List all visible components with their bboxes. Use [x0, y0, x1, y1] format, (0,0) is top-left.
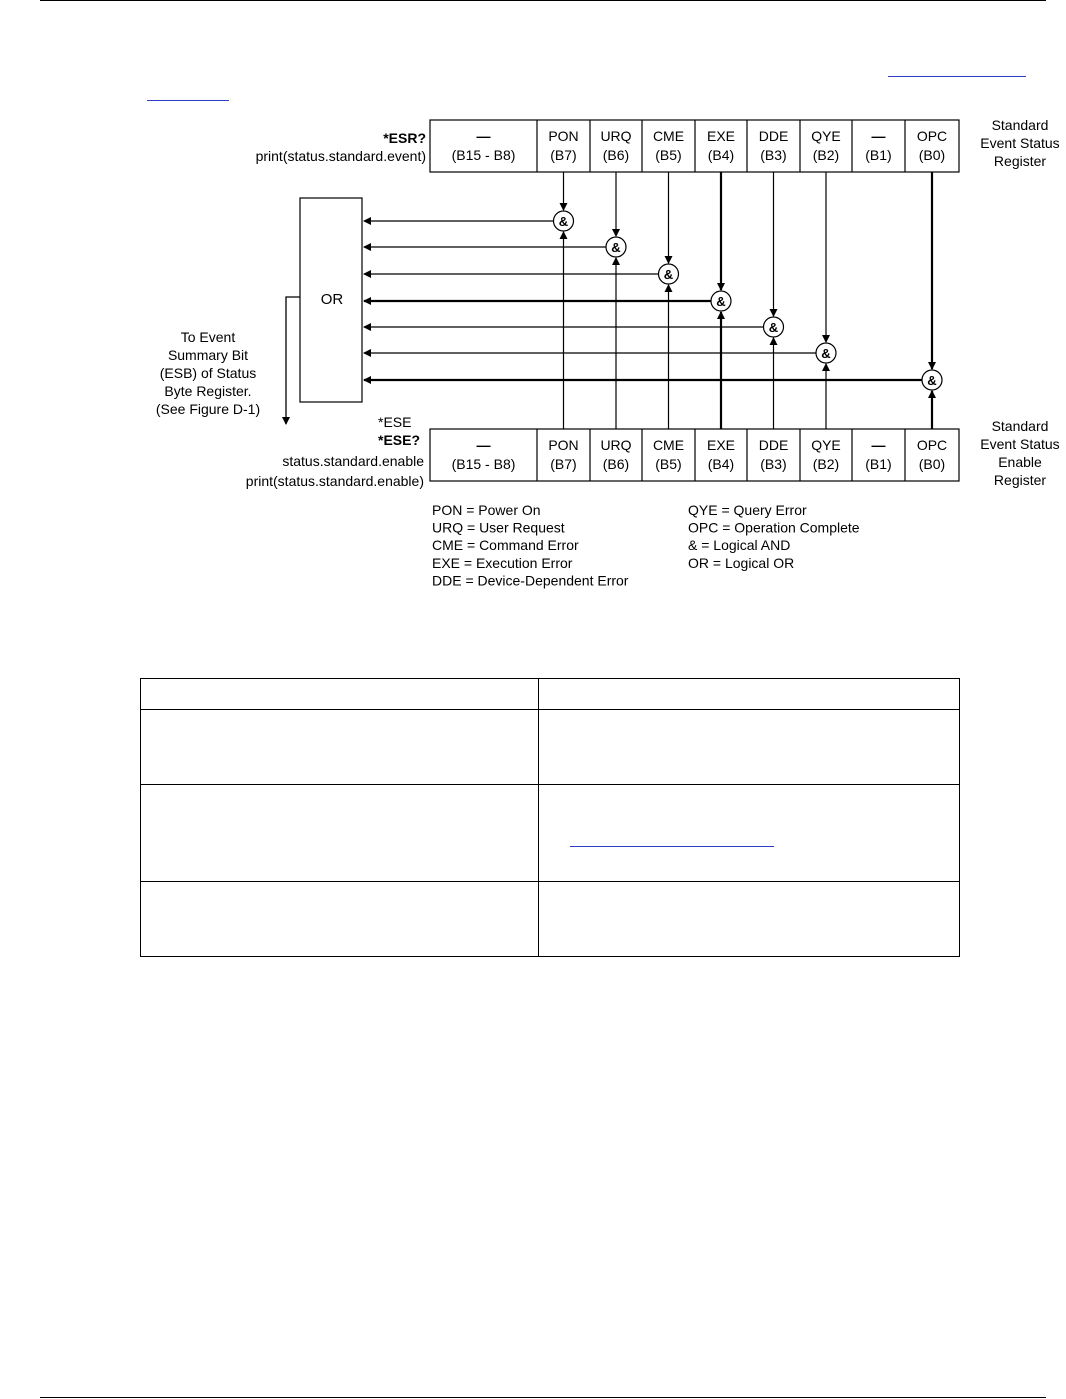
event-register-bit-name: —	[871, 128, 886, 144]
event-register-bit-number: (B3)	[760, 147, 787, 163]
enable-attr-label: status.standard.enable	[282, 453, 424, 469]
event-register-title	[980, 117, 1059, 169]
event-register-bit-number: (B15 - B8)	[451, 147, 516, 163]
enable-register-bit-number: (B1)	[865, 456, 892, 472]
enable-register-title-line: Register	[993, 472, 1047, 488]
esr-print-label: print(status.standard.event)	[255, 148, 426, 164]
esb-note-line: (ESB) of Status	[159, 365, 257, 381]
event-register-bit-name: —	[476, 128, 491, 144]
event-register-bit-number: (B6)	[602, 147, 630, 163]
event-register-bit-name: OPC	[916, 128, 948, 144]
and-gate-symbol: &	[768, 320, 779, 335]
and-gate-symbol: &	[927, 373, 937, 388]
enable-register-bit-name: URQ	[600, 437, 632, 453]
esb-note-line: Summary Bit	[167, 347, 249, 363]
event-register-title-line: Event Status	[980, 135, 1060, 151]
ese-query-label: *ESE?	[378, 432, 421, 448]
legend-item: PON = Power On	[432, 502, 541, 518]
enable-register-bit-name: PON	[548, 437, 579, 453]
legend-item: DDE = Device-Dependent Error	[432, 572, 629, 589]
legend-right	[688, 502, 860, 571]
enable-register-bit-name: —	[871, 437, 886, 453]
and-gate-symbol: &	[663, 267, 674, 282]
legend-item: URQ = User Request	[432, 519, 565, 536]
esb-note	[156, 329, 260, 417]
legend-left	[432, 502, 629, 588]
event-register-bit-name: QYE	[811, 128, 841, 144]
event-register-bit-name: PON	[548, 128, 579, 144]
or-gate-label: OR	[320, 291, 344, 308]
enable-register-bit-name: EXE	[706, 437, 736, 453]
enable-register-bit-number: (B2)	[812, 456, 840, 472]
event-register-bit-name: DDE	[758, 128, 789, 144]
enable-print-label: print(status.standard.enable)	[245, 473, 424, 489]
table-cell	[539, 785, 960, 882]
enable-register-bit-number: (B4)	[707, 456, 735, 472]
table-cell-link-underline[interactable]	[570, 846, 774, 847]
enable-register-bit-number: (B7)	[550, 456, 577, 472]
event-register-title-line: Standard	[991, 117, 1049, 133]
enable-register-bit-number: (B6)	[602, 456, 630, 472]
enable-register-bit-name: CME	[652, 437, 685, 453]
table-cell	[141, 710, 539, 785]
event-register-bit-number: (B5)	[655, 147, 682, 163]
enable-register-title-line: Event Status	[980, 436, 1060, 452]
enable-register-bit-number: (B15 - B8)	[451, 456, 516, 472]
and-gate-symbol: &	[611, 240, 621, 255]
event-register-bit-number: (B0)	[918, 147, 946, 163]
enable-register-bit-number: (B3)	[760, 456, 787, 472]
esr-query-label: *ESR?	[383, 130, 426, 146]
description-table	[140, 678, 960, 957]
event-register-bit-name: EXE	[706, 128, 736, 144]
table-header-row	[141, 679, 960, 710]
enable-register-title-line: Standard	[991, 418, 1049, 434]
table-cell	[141, 882, 539, 957]
esb-output-line	[286, 297, 300, 424]
esb-note-line: Byte Register.	[164, 383, 252, 399]
event-register-bit-number: (B7)	[550, 147, 577, 163]
and-gate-symbol: &	[558, 214, 569, 229]
enable-register-title-line: Enable	[998, 454, 1042, 470]
enable-register-bit-name: DDE	[758, 437, 789, 453]
table-header-cell	[141, 679, 539, 710]
legend-item: QYE = Query Error	[688, 502, 807, 518]
legend-item: EXE = Execution Error	[432, 554, 573, 571]
table-header-cell	[539, 679, 960, 710]
footer-rule	[40, 1397, 1046, 1398]
enable-register-bit-name: —	[476, 437, 491, 453]
table-row	[141, 785, 960, 882]
legend-item: CME = Command Error	[432, 537, 579, 554]
legend-item: & = Logical AND	[688, 537, 791, 554]
enable-register-bit-number: (B0)	[918, 456, 946, 472]
legend-item: OPC = Operation Complete	[688, 519, 860, 536]
table-cell	[539, 710, 960, 785]
and-gate-symbol: &	[821, 346, 831, 361]
event-register	[430, 120, 959, 172]
event-register-bit-name: URQ	[600, 128, 632, 144]
legend-item: OR = Logical OR	[688, 554, 795, 571]
event-register-title-line: Register	[993, 153, 1047, 169]
status-register-diagram	[0, 0, 1066, 640]
table-row	[141, 710, 960, 785]
and-gate-symbol: &	[716, 294, 726, 309]
ese-label: *ESE	[378, 414, 412, 430]
enable-register-bit-name: OPC	[916, 437, 948, 453]
esb-note-line: (See Figure D-1)	[155, 401, 261, 417]
event-register-bit-name: CME	[652, 128, 685, 144]
enable-register-bit-number: (B5)	[655, 456, 682, 472]
event-register-bit-number: (B1)	[865, 147, 892, 163]
table-row	[141, 882, 960, 957]
enable-register-bit-name: QYE	[811, 437, 841, 453]
table-cell	[539, 882, 960, 957]
enable-register	[430, 429, 959, 481]
event-register-bit-number: (B2)	[812, 147, 840, 163]
enable-register-title	[980, 418, 1059, 488]
table-cell	[141, 785, 539, 882]
esb-note-line: To Event	[180, 329, 236, 345]
event-register-bit-number: (B4)	[707, 147, 735, 163]
